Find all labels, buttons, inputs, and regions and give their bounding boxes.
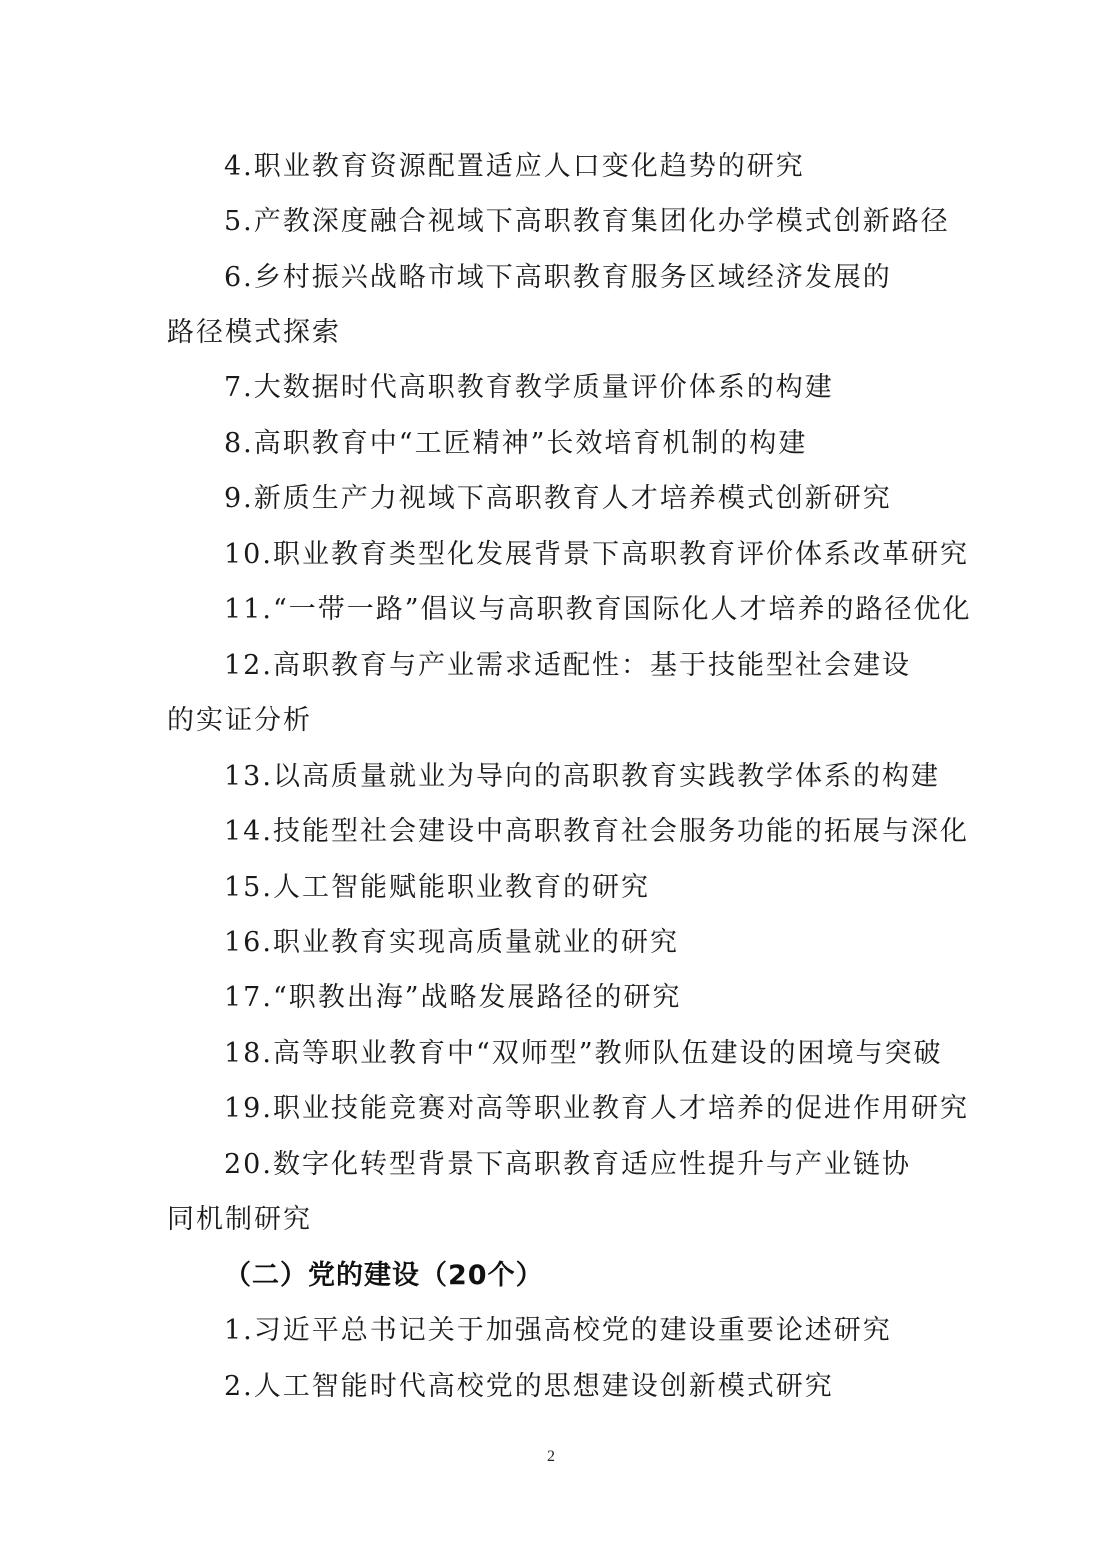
list-item: 9.新质生产力视域下高职教育人才培养模式创新研究 xyxy=(224,483,892,514)
list-item: 12.高职教育与产业需求适配性：基于技能型社会建设 xyxy=(224,650,911,681)
list-item: 2.人工智能时代高校党的思想建设创新模式研究 xyxy=(224,1371,834,1402)
list-item: 20.数字化转型背景下高职教育适应性提升与产业链协 xyxy=(224,1149,911,1180)
list-item: 11.“一带一路”倡议与高职教育国际化人才培养的路径优化 xyxy=(224,594,972,625)
section-heading: （二）党的建设（20个） xyxy=(224,1260,544,1291)
list-item: 14.技能型社会建设中高职教育社会服务功能的拓展与深化 xyxy=(224,816,969,847)
list-item: 10.职业教育类型化发展背景下高职教育评价体系改革研究 xyxy=(224,539,969,570)
list-item: 7.大数据时代高职教育教学质量评价体系的构建 xyxy=(224,372,834,403)
list-item: 17.“职教出海”战略发展路径的研究 xyxy=(224,982,682,1013)
list-item-continuation: 的实证分析 xyxy=(167,705,312,736)
list-item: 5.产教深度融合视域下高职教育集团化办学模式创新路径 xyxy=(224,206,950,237)
list-item: 13.以高质量就业为导向的高职教育实践教学体系的构建 xyxy=(224,761,940,792)
list-item: 4.职业教育资源配置适应人口变化趋势的研究 xyxy=(224,151,805,182)
list-item-continuation: 路径模式探索 xyxy=(167,317,341,348)
list-item-continuation: 同机制研究 xyxy=(167,1204,312,1235)
list-item: 8.高职教育中“工匠精神”长效培育机制的构建 xyxy=(224,428,808,459)
list-item: 18.高等职业教育中“双师型”教师队伍建设的困境与突破 xyxy=(224,1038,943,1069)
list-item: 15.人工智能赋能职业教育的研究 xyxy=(224,872,650,903)
list-item: 6.乡村振兴战略市域下高职教育服务区域经济发展的 xyxy=(224,262,892,293)
list-item: 1.习近平总书记关于加强高校党的建设重要论述研究 xyxy=(224,1315,892,1346)
list-item: 19.职业技能竞赛对高等职业教育人才培养的促进作用研究 xyxy=(224,1093,969,1124)
page-number: 2 xyxy=(547,1448,555,1465)
list-item: 16.职业教育实现高质量就业的研究 xyxy=(224,927,679,958)
